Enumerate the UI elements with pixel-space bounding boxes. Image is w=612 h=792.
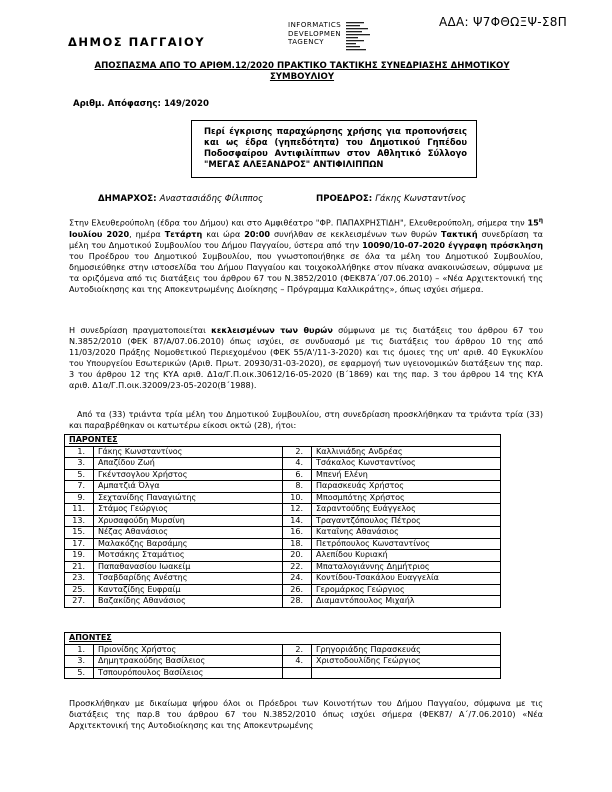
member-name: Χρυσαφούδη Μυρσίνη	[94, 515, 283, 527]
member-name: Πριονίδης Χρήστος	[94, 644, 283, 656]
text-run: και ώρα	[202, 228, 245, 239]
member-name: Διαμαντόπουλος Μιχαήλ	[312, 596, 501, 608]
member-number: 1.	[65, 446, 94, 458]
text-run: Στην Ελευθερούπολη (έδρα του Δήμου) και στο Αμφιθέατρο "ΦΡ. ΠΑΠΑΧΡΗΣΤΙΔΗ", Ελευθερούπολη, σήμερα την	[69, 217, 528, 228]
member-name: Δημητρακούδης Βασίλειος	[94, 656, 283, 668]
table-row	[65, 596, 501, 608]
member-name	[312, 667, 501, 679]
member-number: 23.	[65, 573, 94, 585]
present-header: ΠΑΡΟΝΤΕΣ	[65, 435, 501, 447]
mayor-line	[98, 194, 263, 204]
decision-number	[73, 99, 209, 109]
agency-line: TAGENCY	[288, 38, 325, 46]
member-number: 3.	[65, 656, 94, 668]
mayor-name: Αναστασιάδης Φίλιππος	[159, 194, 264, 204]
member-name: Μαλακόζης Βαρσάμης	[94, 538, 283, 550]
member-name: Μποσμπότης Χρήστος	[312, 492, 501, 504]
table-row	[65, 515, 501, 527]
title-line: ΣΥΜΒΟΥΛΙΟΥ	[269, 72, 335, 82]
paragraph-legal-basis	[69, 325, 543, 391]
municipality-name: ΔΗΜΟΣ ΠΑΓΓΑΙΟΥ	[68, 35, 206, 49]
member-number: 17.	[65, 538, 94, 550]
text-run: συνεδρίαση τα μέλη του Δημοτικού Συμβουλίου του Δήμου Παγγαίου, ύστερα από την	[69, 228, 543, 250]
member-number: 4.	[283, 458, 312, 470]
member-number: 11.	[65, 504, 94, 516]
member-name: Σαραντούδης Ευάγγελος	[312, 504, 501, 516]
member-number: 1.	[65, 644, 94, 656]
title-line: ΑΠΟΣΠΑΣΜΑ ΑΠΟ ΤΟ ΑΡΙΘΜ.12/2020 ΠΡΑΚΤΙΚΟ ΤΑΚΤΙΚΗΣ ΣΥΝΕΔΡΙΑΣΗΣ ΔΗΜΟΤΙΚΟΥ	[94, 61, 510, 71]
member-name: Χριστοδουλίδης Γεώργιος	[312, 656, 501, 668]
member-number: 28.	[283, 596, 312, 608]
meeting-month: Ιουλίου 2020	[69, 228, 130, 239]
table-row	[65, 458, 501, 470]
member-number: 9.	[65, 492, 94, 504]
document-title	[58, 61, 546, 83]
meeting-time: 20:00	[244, 228, 271, 239]
table-row	[65, 492, 501, 504]
text-run: σύμφωνα με τις διατάξεις του άρθρου 67 του Ν.3852/2010 (ΦΕΚ 87/Α/07.06.2010) όπως ισχύει, σε συνδυασμό με τις διατάξεις του άρθρου 10 της από 11/03/2020 Πράξης Νομοθετικού Περιεχομένου (ΦΕΚ 55/Α'/11-3-2020) και τις όμοιες της υπ' αριθ. 40 Εγκυκλίου του Υπουργείου Εσωτερικών (Αριθ. Πρωτ. 20930/31-03-2020), σε εφαρμογή των υγειονομικών διατάξεων της παρ. 3 του άρθρου 12 της ΚΥΑ αριθ. Δ1α/Γ.Π.οικ.30612/16-05-2020 (Β΄1869) και της παρ. 3 του άρθρου 14 της ΚΥΑ αριθ. Δ1α/Γ.Π.οικ.32009/23-05-2020(Β΄1988).	[69, 325, 544, 390]
member-name: Μπενή Ελένη	[312, 469, 501, 481]
absent-header: ΑΠΟΝΤΕΣ	[65, 633, 501, 645]
member-number	[283, 667, 312, 679]
member-number: 15.	[65, 527, 94, 539]
table-row	[65, 504, 501, 516]
member-number: 8.	[283, 481, 312, 493]
absent-table	[64, 632, 501, 679]
member-name: Γρηγοριάδης Παρασκευάς	[312, 644, 501, 656]
member-number: 5.	[65, 667, 94, 679]
agency-text	[288, 21, 346, 47]
table-row	[65, 667, 501, 679]
member-number: 22.	[283, 561, 312, 573]
member-number: 2.	[283, 446, 312, 458]
present-table	[64, 434, 501, 608]
table-row	[65, 561, 501, 573]
member-number: 2.	[283, 644, 312, 656]
member-name: Μπαταλογιάννης Δημήτριος	[312, 561, 501, 573]
member-number: 14.	[283, 515, 312, 527]
member-name: Καλλινιάδης Ανδρέας	[312, 446, 501, 458]
member-name: Κανταζίδης Ευφραίμ	[94, 584, 283, 596]
member-name: Παπαθανασίου Ιωακείμ	[94, 561, 283, 573]
paragraph-attendance: Από τα (33) τριάντα τρία μέλη του Δημοτικού Συμβουλίου, στη συνεδρίαση προσκλήθηκαν τα τριάντα τρία (33) και παραβρέθηκαν οι κατωτέρω είκοσι οκτώ (28), ήτοι:	[69, 409, 543, 430]
member-name: Μοτσάκης Σταμάτιος	[94, 550, 283, 562]
text-run: συνήλθαν σε κεκλεισμένων των θυρών	[270, 228, 441, 239]
subject-text: Περί έγκρισης παραχώρησης χρήσης για προπονήσεις και ως έδρα (γηπεδότητα) του Δημοτικού Γηπέδου Ποδοσφαίρου Αντιφιλίππων στον Αθλητικό Σύλλογο "ΜΕΓΑΣ ΑΛΕΞΑΝΔΡΟΣ" ΑΝΤΙΦΙΛΙΠΠΩΝ	[204, 126, 467, 169]
meeting-type: Τακτική	[441, 228, 478, 239]
member-number: 4.	[283, 656, 312, 668]
chair-name: Γάκης Κωνσταντίνος	[375, 194, 466, 204]
member-name: Αλεπίδου Κυριακή	[312, 550, 501, 562]
decision-value: 149/2020	[163, 99, 209, 109]
member-number: 27.	[65, 596, 94, 608]
member-name: Γάκης Κωνσταντίνος	[94, 446, 283, 458]
member-name: Παρασκευάς Χρήστος	[312, 481, 501, 493]
table-header-row	[65, 435, 501, 447]
chair-line	[316, 194, 466, 204]
paragraph-community-presidents: Προσκλήθηκαν με δικαίωμα ψήφου όλοι οι Πρόεδροι των Κοινοτήτων του Δήμου Παγγαίου, σύμφωνα με τις διατάξεις της παρ.8 του άρθρου 67 του Ν.3852/2010 όπως ισχύει σήμερα (ΦΕΚ87/ Α΄/7.06.2010) «Νέα Αρχιτεκτονική της Αυτοδιοίκησης και της Αποκεντρωμένης	[69, 698, 543, 730]
meeting-day-number: 15	[527, 217, 539, 228]
member-name: Αμπατζιά Όλγα	[94, 481, 283, 493]
member-name: Τσπουρόπουλος Βασίλειος	[94, 667, 283, 679]
member-number: 21.	[65, 561, 94, 573]
meeting-day-suffix: η	[538, 217, 543, 224]
agency-line: INFORMATICS	[288, 21, 342, 29]
member-name: Τραγαντζόπουλος Πέτρος	[312, 515, 501, 527]
member-number: 5.	[65, 469, 94, 481]
member-name: Τσαβδαρίδης Ανέστης	[94, 573, 283, 585]
table-row	[65, 656, 501, 668]
member-number: 16.	[283, 527, 312, 539]
agency-line: DEVELOPMEN	[288, 29, 342, 38]
paragraph-meeting-details	[69, 215, 543, 295]
table-row	[65, 446, 501, 458]
member-number: 13.	[65, 515, 94, 527]
table-row	[65, 550, 501, 562]
member-name: Βαζακίδης Αθανάσιος	[94, 596, 283, 608]
member-name: Καταΐνης Αθανάσιος	[312, 527, 501, 539]
member-number: 20.	[283, 550, 312, 562]
member-number: 12.	[283, 504, 312, 516]
member-name: Γκέντσογλου Χρήστος	[94, 469, 283, 481]
member-number: 10.	[283, 492, 312, 504]
table-row	[65, 573, 501, 585]
table-row	[65, 469, 501, 481]
meeting-weekday: Τετάρτη	[164, 228, 203, 239]
member-number: 3.	[65, 458, 94, 470]
chair-label: ΠΡΟΕΔΡΟΣ:	[316, 194, 376, 204]
text-run: του Προέδρου του Δημοτικού Συμβουλίου, που γνωστοποιήθηκε σε όλα τα μέλη του Δημοτικού Συμβουλίου, δημοσιεύθηκε στην ιστοσελίδα του Δήμου Παγγαίου και τοιχοκολλήθηκε στον πίνακα ανακοινώσεων, σύμφωνα με τα οριζόμενα από τις διατάξεις του άρθρου 67 του Ν.3852/2010 (ΦΕΚ87Α΄/07.06.2010) – «Νέα Αρχιτεκτονική της Αυτοδιοίκησης και της Αποκεντρωμένης Διοίκησης – Πρόγραμμα Καλλικράτης», όπως ισχύει σήμερα.	[69, 250, 543, 294]
member-number: 24.	[283, 573, 312, 585]
table-row	[65, 527, 501, 539]
text-run: Η συνεδρίαση πραγματοποιείται	[69, 325, 212, 335]
member-number: 6.	[283, 469, 312, 481]
decision-label: Αριθμ. Απόφασης:	[73, 99, 164, 109]
agency-logo-icon	[344, 20, 408, 60]
table-row	[65, 584, 501, 596]
member-number: 25.	[65, 584, 94, 596]
member-name: Πετρόπουλος Κωνσταντίνος	[312, 538, 501, 550]
member-number: 26.	[283, 584, 312, 596]
member-name: Σεχτανίδης Παναγιώτης	[94, 492, 283, 504]
mayor-label: ΔΗΜΑΡΧΟΣ:	[98, 194, 160, 204]
member-name: Νέζας Αθανάσιος	[94, 527, 283, 539]
closed-doors-phrase: κεκλεισμένων των θυρών	[211, 325, 333, 335]
invitation-reference: 10090/10-07-2020 έγγραφη πρόσκληση	[362, 239, 543, 250]
member-number: 19.	[65, 550, 94, 562]
member-name: Τσάκαλος Κωνσταντίνος	[312, 458, 501, 470]
member-name: Γερομάρκος Γεώργιος	[312, 584, 501, 596]
member-name: Απαζίδου Ζωή	[94, 458, 283, 470]
member-number: 7.	[65, 481, 94, 493]
table-row	[65, 538, 501, 550]
ada-code: ΑΔΑ: Ψ7ΦΘΩΞΨ-Σ8Π	[439, 15, 568, 29]
table-row	[65, 644, 501, 656]
table-header-row	[65, 633, 501, 645]
member-number: 18.	[283, 538, 312, 550]
table-row	[65, 481, 501, 493]
text-run: , ημέρα	[129, 228, 165, 239]
member-name: Στάμος Γεώργιος	[94, 504, 283, 516]
member-name: Κοντίδου-Τσακάλου Ευαγγελία	[312, 573, 501, 585]
